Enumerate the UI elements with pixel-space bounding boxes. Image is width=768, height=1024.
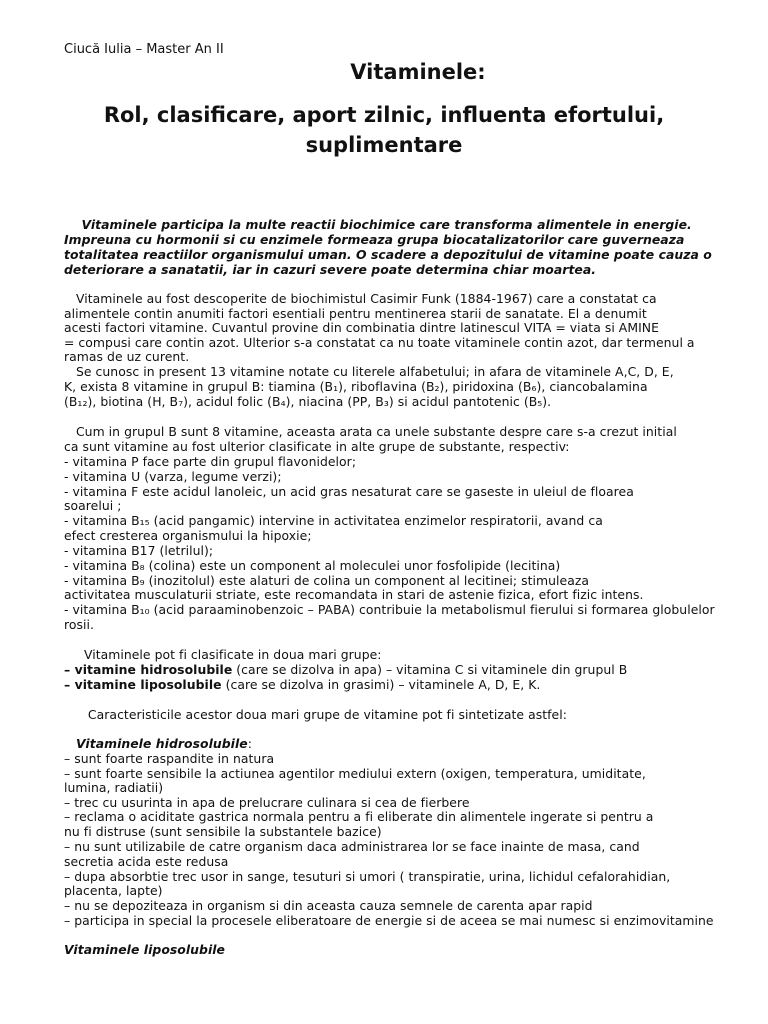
groupb-line: - vitamina P face parte din grupul flavonidelor; bbox=[64, 454, 357, 469]
class-lipo-term: vitamine liposolubile bbox=[74, 677, 222, 692]
history-line: (B₁₂), biotina (H, B₇), acidul folic (B₄), niacina (PP, B₃) si acidul pantotenic (B₅). bbox=[64, 394, 552, 409]
hydro-item: – reclama o aciditate gastrica normala pentru a fi eliberate din alimentele ingerate si pentru a bbox=[64, 809, 654, 824]
intro-line: Vitaminele participa la multe reactii biochimice care transforma alimentele in energie. bbox=[64, 217, 692, 232]
hydro-item: secretia acida este redusa bbox=[64, 854, 229, 869]
class-hydro-desc: (care se dizolva in apa) – vitamina C si vitaminele din grupul B bbox=[232, 662, 628, 677]
document-subtitle bbox=[0, 100, 768, 160]
class-hydro-line bbox=[64, 662, 627, 677]
hydro-item: – nu sunt utilizabile de catre organism daca administrarea lor se face inainte de masa, cand bbox=[64, 839, 640, 854]
intro-line: Impreuna cu hormonii si cu enzimele formeaza grupa biocatalizatorilor care guverneaza bbox=[64, 232, 685, 247]
intro-line: deteriorare a sanatatii, iar in cazuri severe poate determina chiar moartea. bbox=[64, 262, 597, 277]
groupb-line: - vitamina U (varza, legume verzi); bbox=[64, 469, 282, 484]
groupb-line: soarelui ; bbox=[64, 498, 122, 513]
class-lipo-desc: (care se dizolva in grasimi) – vitaminele A, D, E, K. bbox=[221, 677, 541, 692]
hydro-item: – sunt foarte sensibile la actiunea agentilor mediului extern (oxigen, temperatura, umiditate, bbox=[64, 766, 646, 781]
hydro-item: – dupa absorbtie trec usor in sange, tesuturi si umori ( transpiratie, urina, lichidul cefalorahidian, bbox=[64, 869, 671, 884]
author-line: Ciucă Iulia – Master An II bbox=[64, 42, 224, 57]
history-line: = compusi care contin azot. Ulterior s-a constatat ca nu toate vitaminele contin azot, dar termenul a bbox=[64, 335, 695, 350]
subtitle-line: Rol, clasificare, aport zilnic, influenta efortului, bbox=[103, 103, 665, 127]
lipo-heading: Vitaminele liposolubile bbox=[64, 942, 225, 957]
dash: – bbox=[64, 677, 75, 692]
groupb-line: - vitamina B₉ (inozitolul) este alaturi de colina un component al lecitinei; stimuleaza bbox=[64, 573, 590, 588]
history-line: K, exista 8 vitamine in grupul B: tiamina (B₁), riboflavina (B₂), piridoxina (B₆), ciancobalamina bbox=[64, 379, 648, 394]
groupb-line: efect cresterea organismului la hipoxie; bbox=[64, 528, 312, 543]
hydro-item: – sunt foarte raspandite in natura bbox=[64, 751, 275, 766]
history-line: ramas de uz curent. bbox=[64, 349, 190, 364]
hydro-item: – trec cu usurinta in apa de prelucrare culinara si cea de fierbere bbox=[64, 795, 470, 810]
groupb-line: - vitamina B₁₀ (acid paraaminobenzoic – PABA) contribuie la metabolismul fierului si formarea globulelor bbox=[64, 602, 715, 617]
groupb-line: - vitamina B₁₅ (acid pangamic) intervine in activitatea enzimelor respiratorii, avand ca bbox=[64, 513, 603, 528]
groupb-line: - vitamina F este acidul lanoleic, un acid gras nesaturat care se gaseste in uleiul de floarea bbox=[64, 484, 634, 499]
hydro-heading bbox=[76, 736, 252, 751]
groupb-line: - vitamina B₈ (colina) este un component al moleculei unor fosfolipide (lecitina) bbox=[64, 558, 561, 573]
hydro-heading-text: Vitaminele hidrosolubile bbox=[76, 736, 248, 751]
subtitle-line: suplimentare bbox=[305, 133, 463, 157]
hydro-item: – nu se depoziteaza in organism si din aceasta cauza semnele de carenta apar rapid bbox=[64, 898, 593, 913]
history-line: Se cunosc in present 13 vitamine notate cu literele alfabetului; in afara de vitaminele A,C, D, E, bbox=[64, 364, 674, 379]
groupb-line: - vitamina B17 (letrilul); bbox=[64, 543, 214, 558]
history-line: acesti factori vitamine. Cuvantul provine din combinatia dintre latinescul VITA = viata si AMINE bbox=[64, 320, 659, 335]
hydro-item: – participa in special la procesele eliberatoare de energie si de aceea se mai numesc si enzimovitamine bbox=[64, 913, 714, 928]
class-lipo-line bbox=[64, 677, 540, 692]
groupb-line: ca sunt vitamine au fost ulterior clasificate in alte grupe de substante, respectiv: bbox=[64, 439, 570, 454]
groupb-line: rosii. bbox=[64, 617, 94, 632]
classes-intro: Vitaminele pot fi clasificate in doua mari grupe: bbox=[64, 647, 382, 662]
dash: – bbox=[64, 662, 75, 677]
hydro-item: placenta, lapte) bbox=[64, 883, 163, 898]
hydro-heading-colon: : bbox=[247, 736, 252, 751]
characteristics-line: Caracteristicile acestor doua mari grupe de vitamine pot fi sintetizate astfel: bbox=[64, 707, 567, 722]
document-title: Vitaminele: bbox=[350, 60, 486, 84]
class-hydro-term: vitamine hidrosolubile bbox=[74, 662, 233, 677]
groupb-line: Cum in grupul B sunt 8 vitamine, aceasta arata ca unele substante despre care s-a crezut initial bbox=[64, 424, 677, 439]
intro-line: totalitatea reactiilor organismului uman. O scadere a depozitului de vitamine poate cauza o bbox=[64, 247, 712, 262]
history-line: Vitaminele au fost descoperite de biochimistul Casimir Funk (1884-1967) care a constatat ca bbox=[64, 291, 657, 306]
groupb-line: activitatea musculaturii striate, este recomandata in stari de astenie fizica, efort fizic intens. bbox=[64, 587, 644, 602]
hydro-item: nu fi distruse (sunt sensibile la substantele bazice) bbox=[64, 824, 382, 839]
hydro-item: lumina, radiatii) bbox=[64, 780, 164, 795]
history-line: alimentele contin anumiti factori esentiali pentru mentinerea starii de sanatate. El a denumit bbox=[64, 306, 647, 321]
